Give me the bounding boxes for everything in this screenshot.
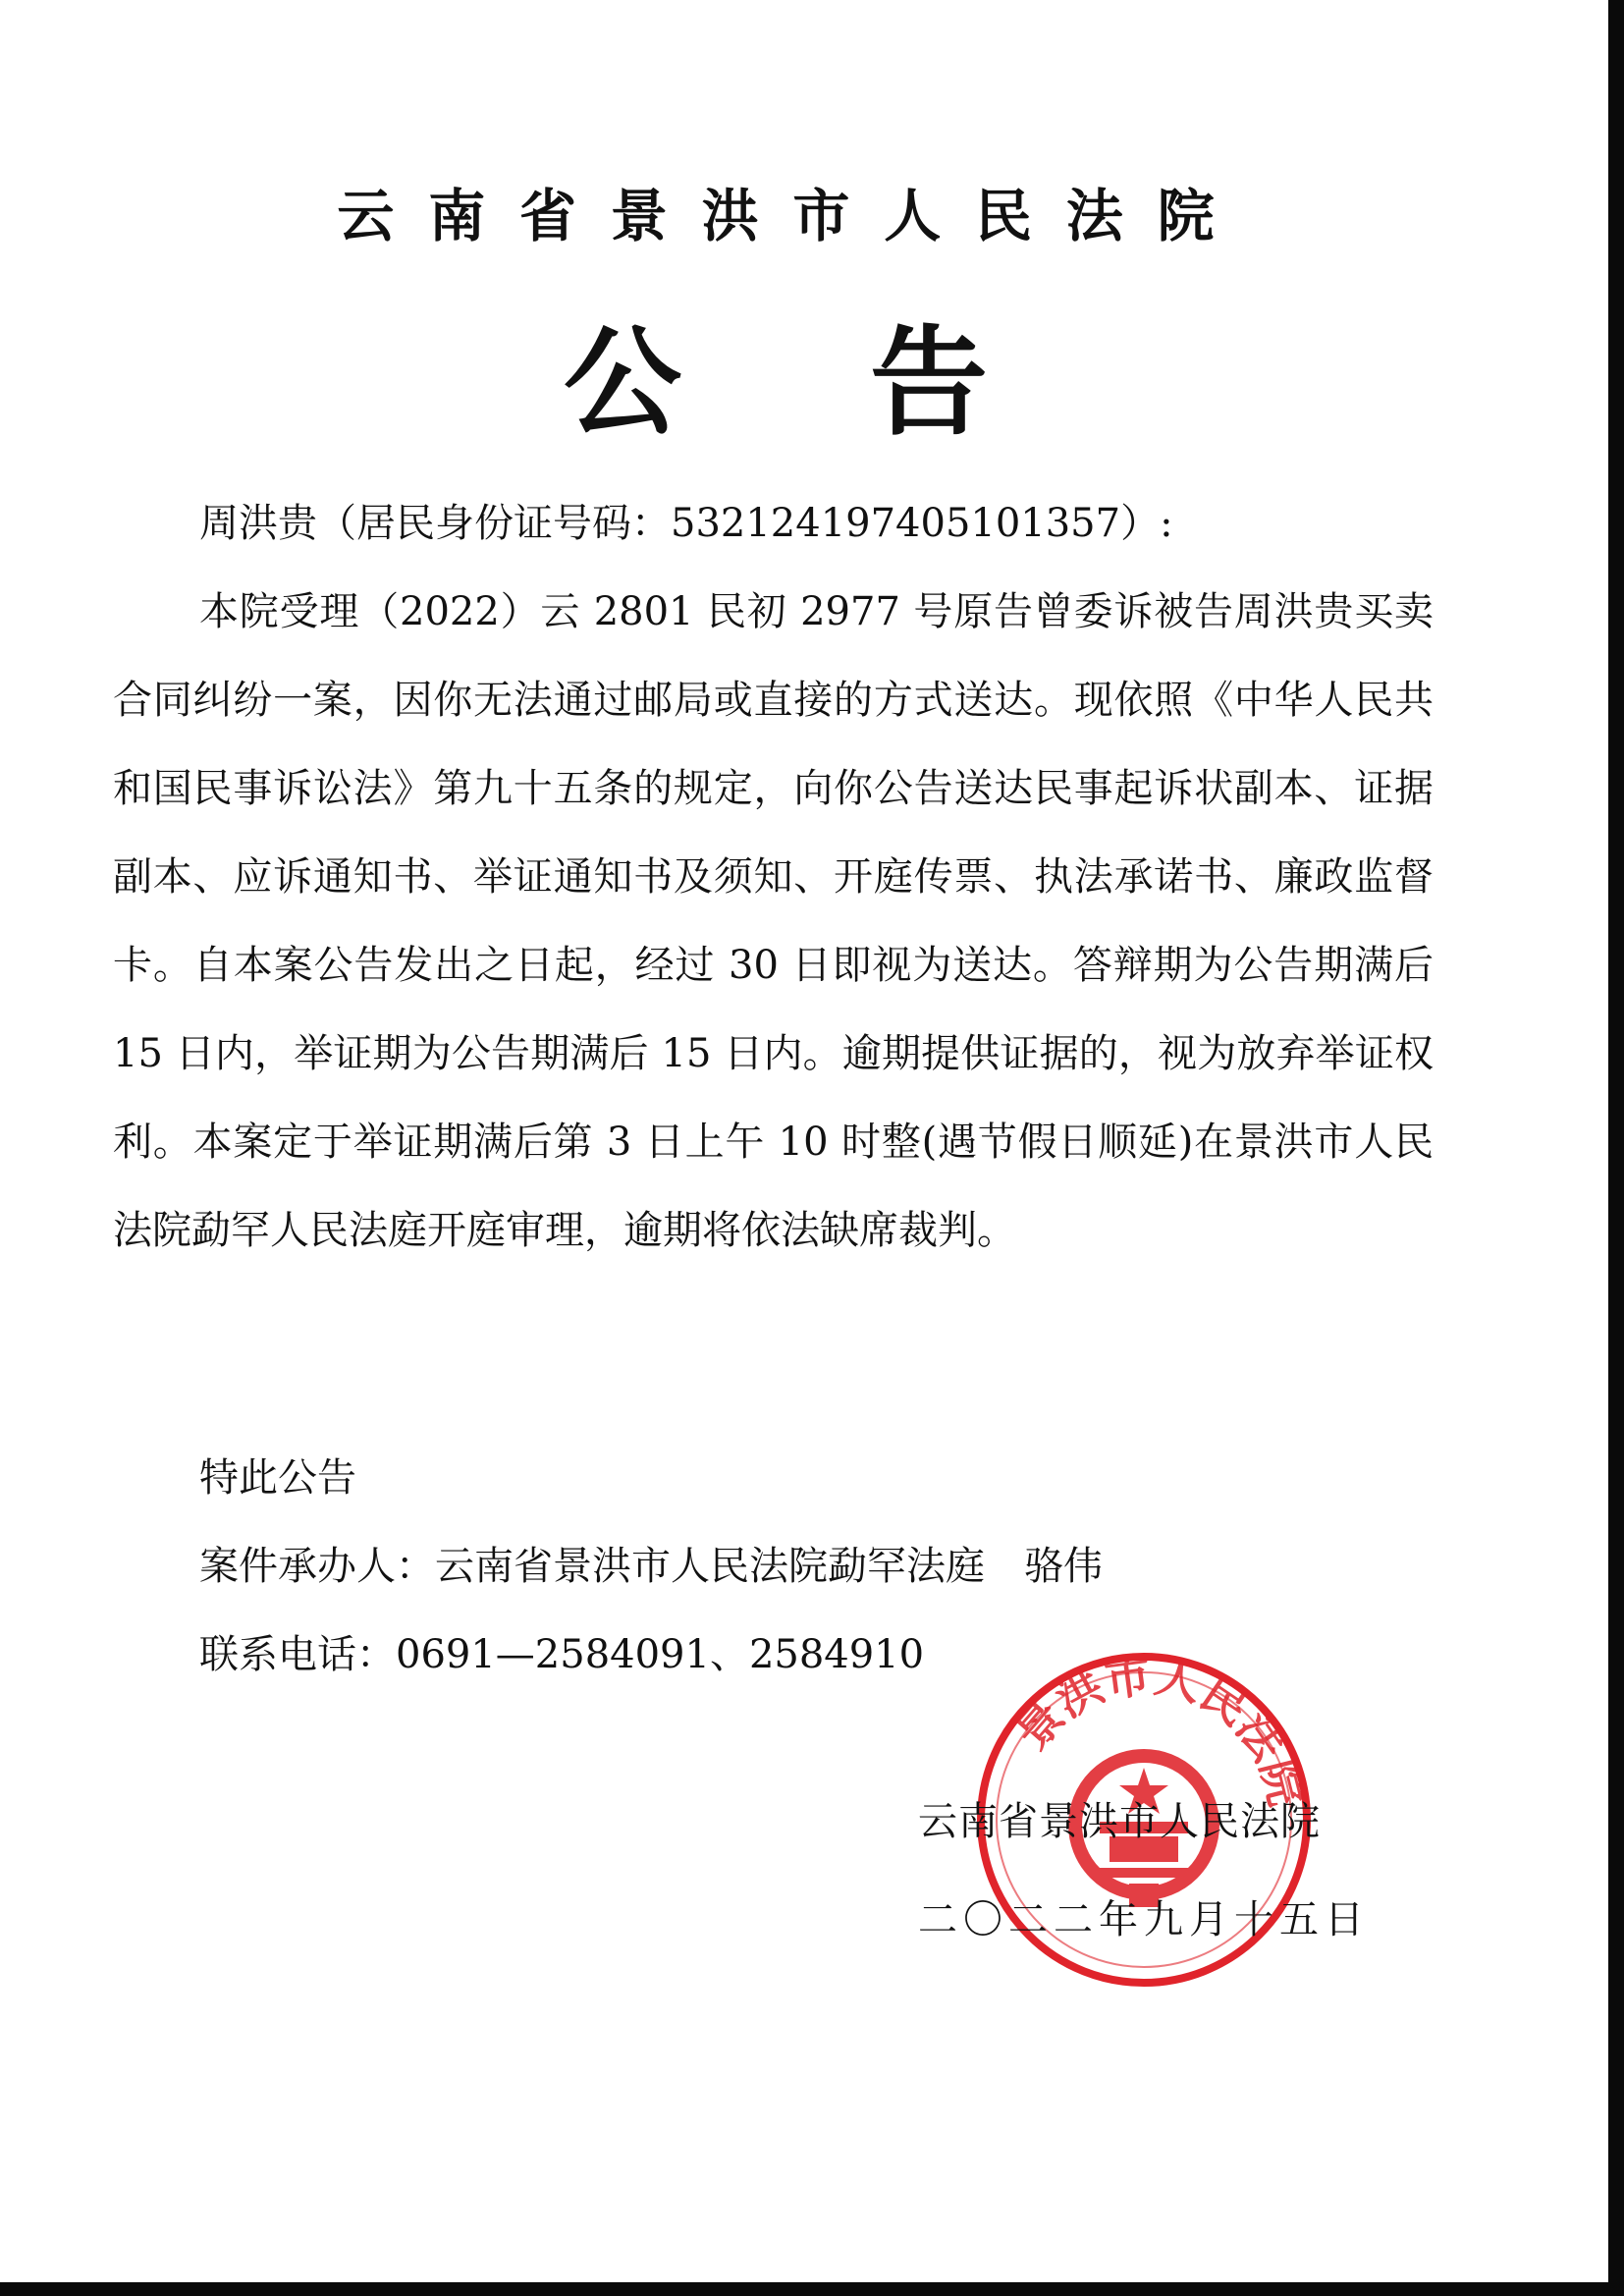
contact-phone-line: 联系电话：0691—2584091、2584910 (199, 1632, 925, 1677)
signing-court-name: 云南省景洪市人民法院 (918, 1799, 1321, 1844)
court-name-heading: 云南省景洪市人民法院 (337, 183, 1249, 249)
scan-border-right (1608, 0, 1624, 2296)
document-title: 公告 (564, 313, 1176, 452)
case-handler-line: 案件承办人：云南省景洪市人民法院勐罕法庭 骆伟 (199, 1544, 1103, 1589)
addressee-line: 周洪贵（居民身份证号码：532124197405101357）: (199, 501, 1173, 546)
closing-line: 特此公告 (199, 1455, 356, 1501)
seal-text: 景洪市人民法院 (1004, 1650, 1314, 1812)
scan-border-bottom (0, 2282, 1624, 2296)
notice-paragraph: 本院受理（2022）云 2801 民初 2977 号原告曾委诉被告周洪贵买卖合同纠纷一案，因你无法通过邮局或直接的方式送达。现依照《中华人民共和国民事诉讼法》第九十五条的规定，向你公告送达民事起诉状副本、证据副本、应诉通知书、举证通知书及须知、开庭传票、执法承诺书、廉政监督卡。自本案公告发出之日起，经过 30 日即视为送达。答辩期为公告期满后 15 日内，举证期为公告期满后 15 日内。逾期提供证据的，视为放弃举证权利。本案定于举证期满后第 3 日上午 10 时整(遇节假日顺延)在景洪市人民法院勐罕人民法庭开庭审理，逾期将依法缺席裁判。 (113, 589, 1434, 1253)
signing-date: 二〇二二年九月十五日 (918, 1897, 1370, 1942)
